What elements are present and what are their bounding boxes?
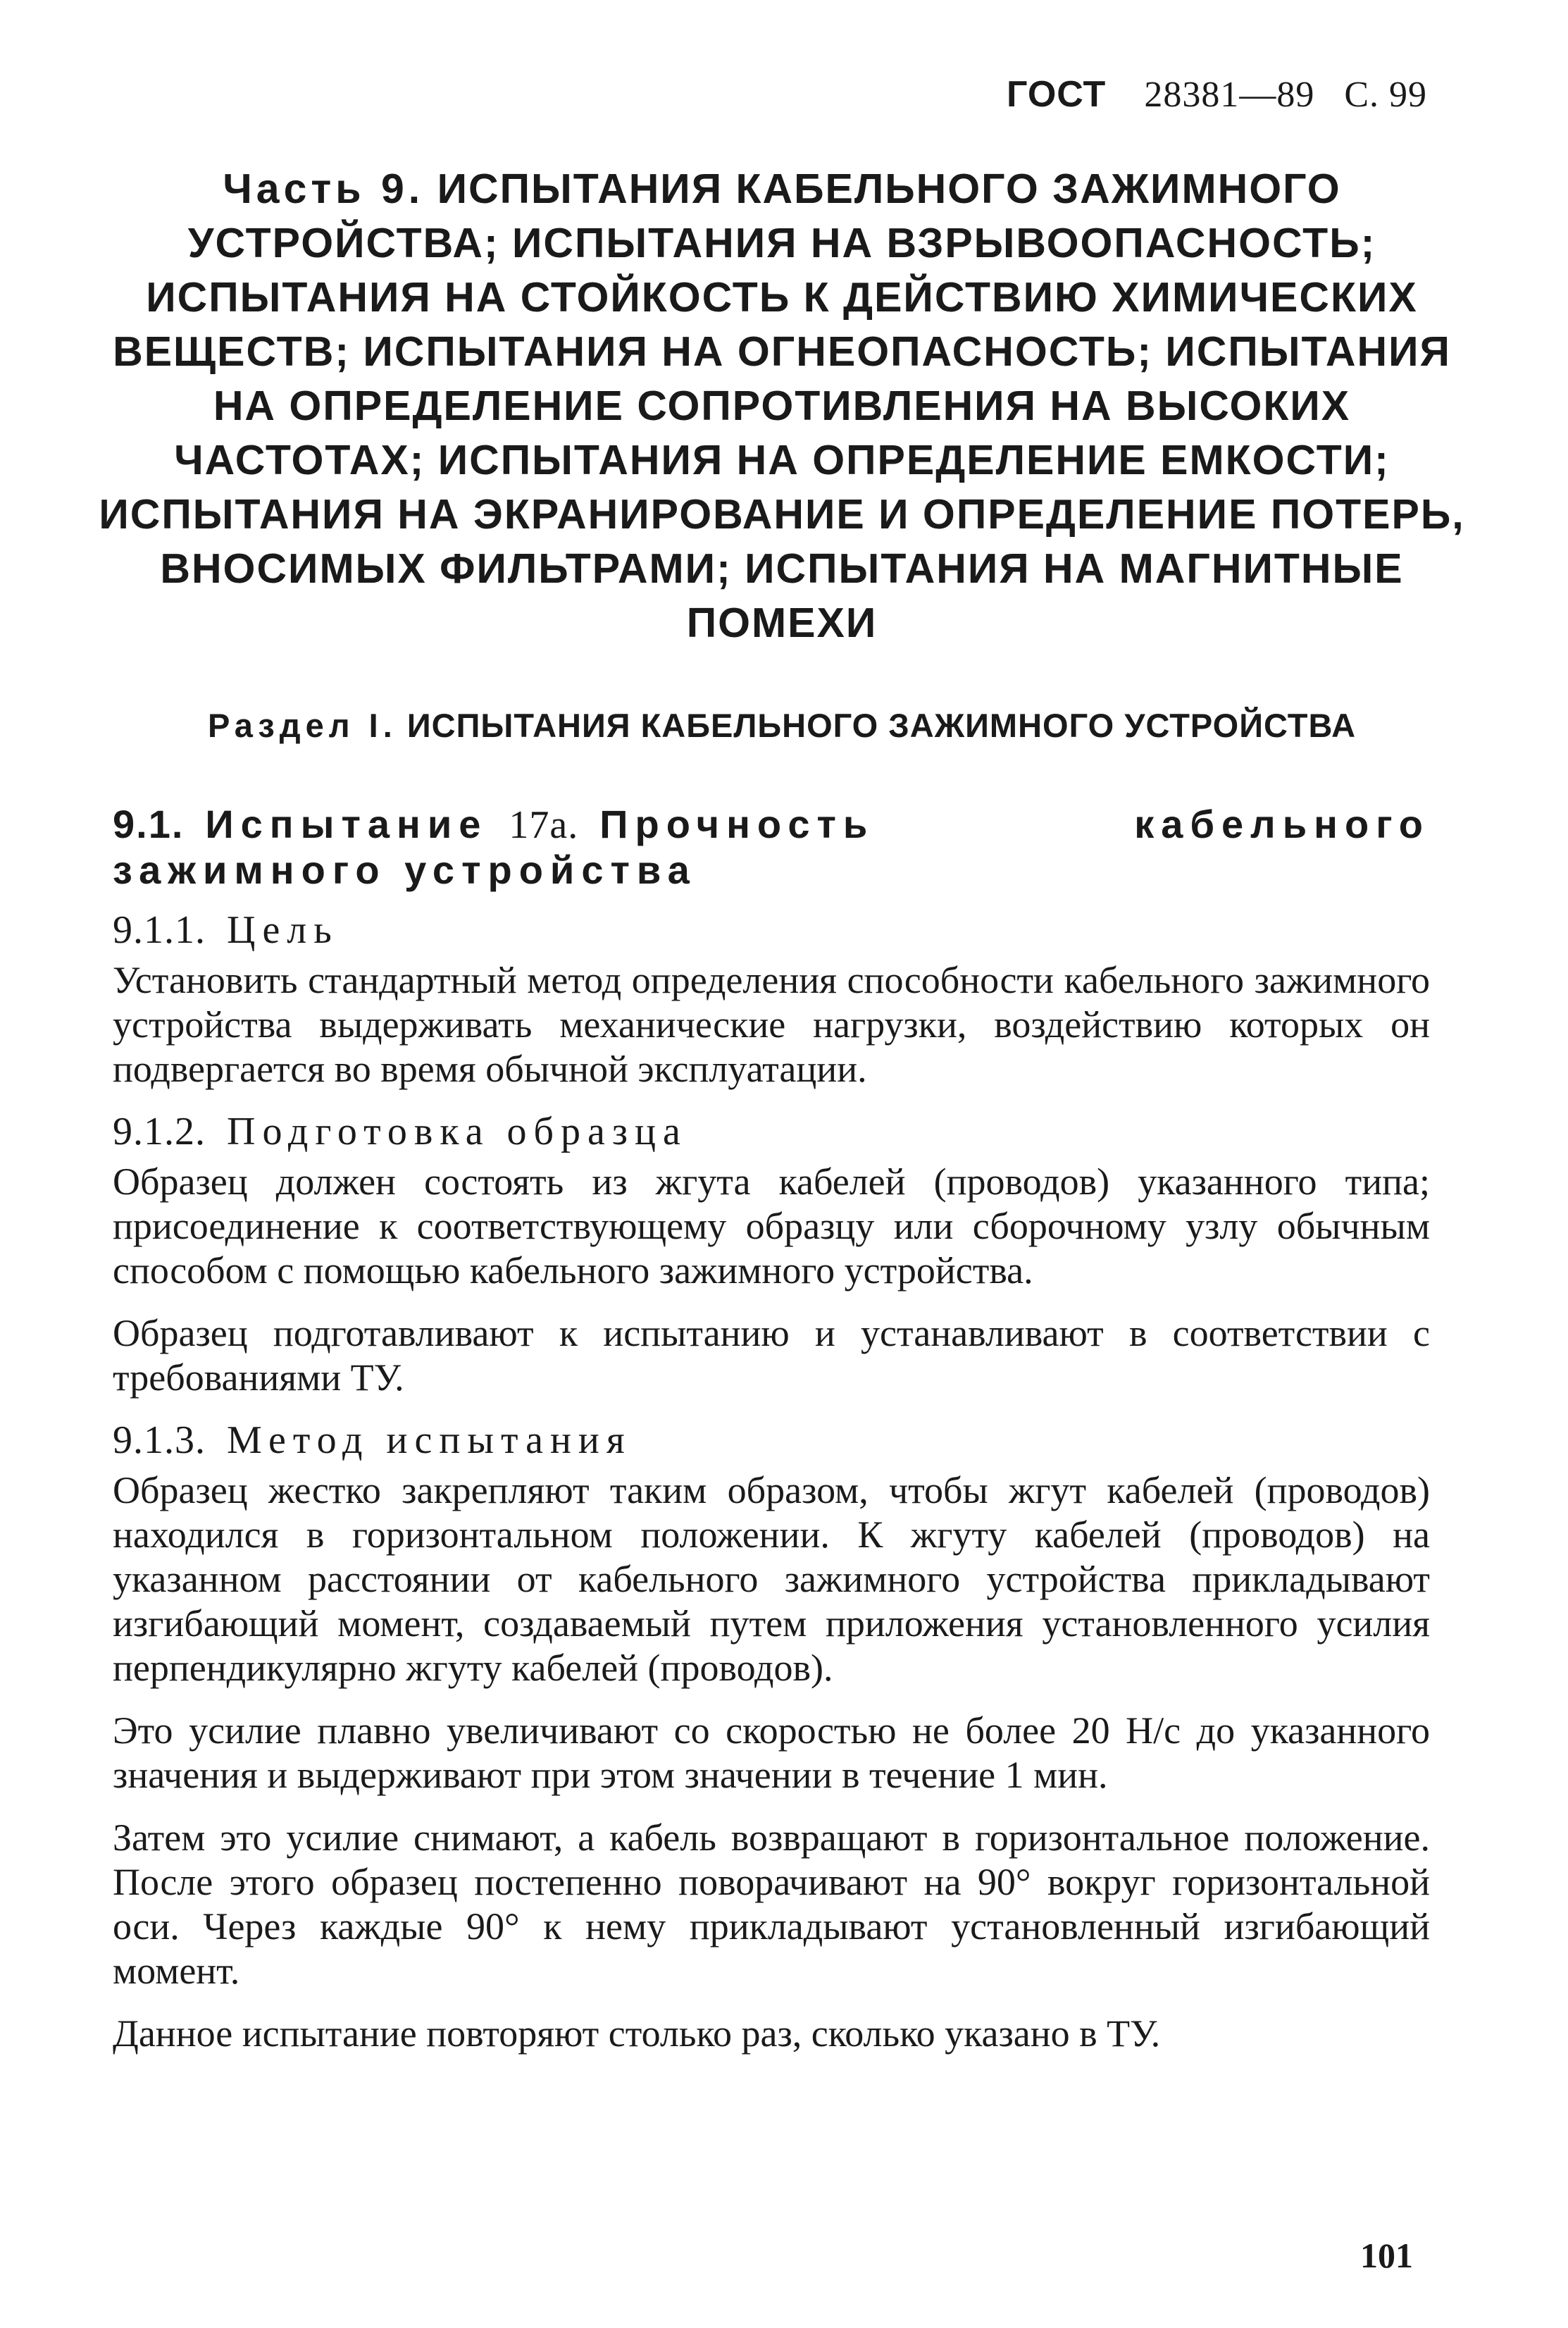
paragraph: Это усилие плавно увеличивают со скоростью не более 20 Н/с до указанного значения и выдерживают при этом значении в течение 1 мин. — [113, 1709, 1430, 1796]
paragraph: Образец подготавливают к испытанию и устанавливают в соответствии с требованиями ТУ. — [113, 1312, 1430, 1399]
subsection-number: 9.1.3. — [113, 1418, 206, 1462]
section-title — [92, 706, 1472, 745]
footer-page-number: 101 — [1360, 2236, 1413, 2275]
subsection-title: Подготовка образца — [227, 1110, 687, 1153]
test-heading — [113, 802, 1430, 893]
test-number: 9.1. — [113, 802, 185, 846]
subsection-heading — [113, 908, 1430, 953]
part-title-text: ИСПЫТАНИЯ КАБЕЛЬНОГО ЗАЖИМНОГО УСТРОЙСТВА; ИСПЫТАНИЯ НА ВЗРЫВООПАСНОСТЬ; ИСПЫТАНИЯ НА СТОЙКОСТЬ К ДЕЙСТВИЮ ХИМИЧЕСКИХ ВЕЩЕСТВ; ИСПЫТАНИЯ НА ОГНЕОПАСНОСТЬ; ИСПЫТАНИЯ НА ОПРЕДЕЛЕНИЕ СОПРОТИВЛЕНИЯ НА ВЫСОКИХ ЧАСТОТАХ; ИСПЫТАНИЯ НА ОПРЕДЕЛЕНИЕ ЕМКОСТИ; ИСПЫТАНИЯ НА ЭКРАНИРОВАНИЕ И ОПРЕДЕЛЕНИЕ ПОТЕРЬ, ВНОСИМЫХ ФИЛЬТРАМИ; ИСПЫТАНИЯ НА МАГНИТНЫЕ ПОМЕХИ — [99, 166, 1465, 646]
paragraph: Образец должен состоять из жгута кабелей (проводов) указанного типа; присоединение к соответствующему образцу или сборочному узлу обычным способом с помощью кабельного зажимного устройства. — [113, 1160, 1430, 1292]
standard-label: ГОСТ — [1007, 74, 1107, 115]
subsection-title: Цель — [227, 908, 339, 952]
subsection-heading — [113, 1418, 1430, 1463]
standard-number: 28381—89 — [1144, 75, 1315, 115]
document-body — [113, 789, 1430, 2074]
paragraph: Установить стандартный метод определения способности кабельного зажимного устройства выдерживать механические нагрузки, воздействию которых он подвергается во время обычной эксплуатации. — [113, 959, 1430, 1090]
section-prefix: Раздел I. — [207, 707, 397, 744]
part-title-prefix: Часть 9. — [223, 166, 425, 212]
test-code: 17а. — [509, 803, 579, 847]
section-title-text: ИСПЫТАНИЯ КАБЕЛЬНОГО ЗАЖИМНОГО УСТРОЙСТВА — [406, 707, 1357, 744]
header-page-number: С. 99 — [1344, 75, 1427, 115]
paragraph: Данное испытание повторяют столько раз, сколько указано в ТУ. — [113, 2012, 1161, 2055]
part-title — [92, 162, 1472, 650]
paragraph: Затем это усилие снимают, а кабель возвращают в горизонтальное положение. После этого образец постепенно поворачивают на 90° вокруг горизонтальной оси. Через каждые 90° к нему прикладывают установленный изгибающий момент. — [113, 1816, 1430, 1992]
test-title: Прочность кабельного зажимного устройства — [113, 802, 1430, 892]
test-label: Испытание — [205, 802, 488, 846]
paragraph: Образец жестко закрепляют таким образом, чтобы жгут кабелей (проводов) находился в горизонтальном положении. К жгуту кабелей (проводов) на указанном расстоянии от кабельного зажимного устройства прикладывают изгибающий момент, создаваемый путем приложения установленного усилия перпендикулярно жгуту кабелей (проводов). — [113, 1469, 1430, 1689]
page-header — [1007, 73, 1427, 116]
subsection-heading — [113, 1110, 1430, 1154]
subsection-number: 9.1.1. — [113, 908, 206, 952]
subsection-title: Метод испытания — [227, 1418, 632, 1462]
subsection-number: 9.1.2. — [113, 1110, 206, 1153]
